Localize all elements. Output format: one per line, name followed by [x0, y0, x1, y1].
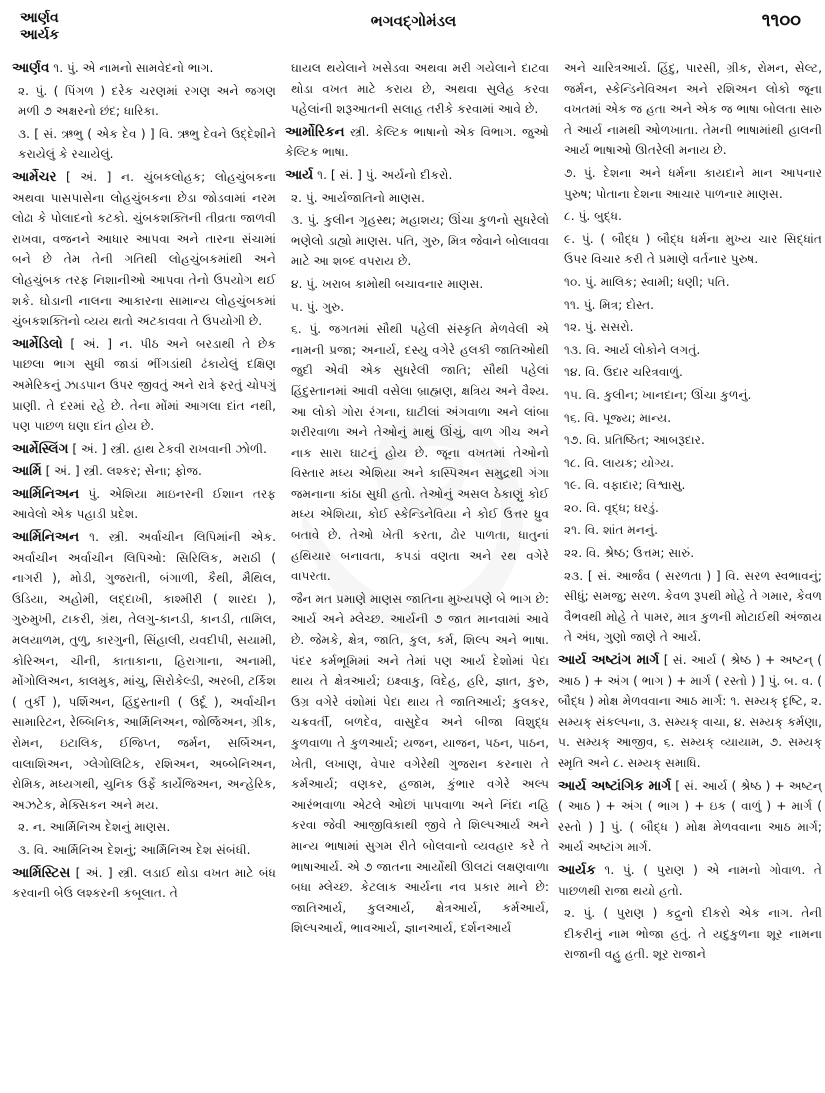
entry-definition: ૧૮. વિ. લાયક; યોગ્ય. [564, 455, 675, 470]
dictionary-entry [12, 461, 276, 482]
column-3 [558, 58, 822, 1087]
entry-headword: આર્મિનિઅન [12, 485, 80, 502]
dictionary-entry [285, 589, 549, 939]
dictionary-entry [558, 543, 822, 564]
entry-headword: આર્મેચર [12, 168, 57, 185]
entry-definition: ૨૦. વિ. વૃદ્ધ; ઘરડું. [564, 500, 659, 515]
entry-headword: આર્ય [285, 166, 314, 183]
entry-definition: ૩. વિ. આર્મિનિઅ દેશનું; આર્મિનિઅ દેશ સંબંધી. [18, 842, 251, 857]
entry-definition: [ અં. ] સ્ત્રી. લશ્કર; સેના; ફોજ. [41, 464, 202, 479]
entry-definition: ૧૪. વિ. ઉદાર ચરિત્રવાળું. [564, 365, 683, 380]
dictionary-entry [558, 340, 822, 361]
entry-headword: આર્ણવ [12, 60, 50, 76]
entry-definition: સ્ત્રી. કેલ્ટિક ભાષાનો એક વિભાગ. જુઓ કેલ્ટિક ભાષા. [285, 124, 549, 160]
entry-definition: ૩. પું. કુલીન ગૃહસ્થ; મહાશય; ઊંચા કુળનો સુધરેલો ભણેલો ડાહ્યો માણસ. પતિ, ગુરુ, મિત્ર જેવાને બોલાવવા માટે આ શબ્દ વપરાય છે. [291, 213, 549, 269]
dictionary-entry [285, 188, 549, 209]
entry-definition: ૨૩. [ સં. આર્જવ ( સરળતા ) ] વિ. સરળ સ્વભાવનું; સીધું; સમજુ; સરળ. કેવળ રૂપથી મોહે તે ગમાર, કેવળ વૈભવથી મોહે તે પામર, માત્ર કુળની મોટાઈથી અંજાય તે અંધ, ગુણો જાણે તે આર્ય. [564, 568, 822, 645]
entry-definition: ૭. પું. દેશના અને ધર્મના કાયદાને માન આપનાર પુરુષ; પોતાના દેશના આચાર પાળનાર માણસ. [564, 165, 822, 201]
running-title: ભગવદ્ગોમંડલ [370, 12, 457, 30]
dictionary-entry [12, 124, 276, 165]
entry-definition: અને ચારિત્રઆર્ય. હિંદુ, પારસી, ગ્રીક, રોમન, સેલ્ટ, જર્મન, સ્કેન્ડિનેવિઅન અને રશિઅન લોકો જૂના વખતમાં એક જ હતા અને એક જ ભાષા બોલતા સારુ તે આર્ય નામથી ઓળખાતા. તેમની ભાષામાંથી હાલની આર્ય ભાષાઓ ઊતરેલી મનાય છે. [564, 61, 822, 158]
entry-definition: જૈન મત પ્રમાણે માણસ જાતિના મુખ્યપણે બે ભાગ છે: આર્ય અને મ્લેચ્છ. આર્યની ૭ જાત માનવામાં આવે છે. જેમકે, ક્ષેત્ર, જાતિ, કુલ, કર્મ, શિલ્પ અને ભાષા. પંદર કર્મભૂમિમાં અને તેમાં પણ આર્ય દેશોમાં પેદા થાય તે ક્ષેત્રઆર્ય; ઇક્ષ્વાકુ, વિદેહ, હરિ, જ્ઞાત, કુરુ, ઉગ્ર વગેરે વંશોમાં પેદા થાય તે જાતિઆર્ય; કુલકર, ચક્રવર્તી, બળદેવ, વાસુદેવ અને બીજા વિશુદ્ધ કુળવાળા તે કુળઆર્ય; યજન, યાજન, પઠન, પાઠન, ખેતી, લખાણ, વેપાર વગેરેથી ગુજરાન કરનારા તે કર્મઆર્ય; વણકર, હજામ, કુંભાર વગેરે અલ્પ આરંભવાળા એટલે ઓછાં પાપવાળા અને નિંદા નહિ કરવા જેવી આજીવિકાથી જીવે તે શિલ્પઆર્ય અને માન્ય ભાષામાં સુગમ રીતે બોલવાનો વ્યવહાર કરે તે ભાષાઆર્ય. એ ૭ જાતના આર્યોથી ઊલટાં લક્ષણવાળા બધા મ્લેચ્છ. કેટલાક આર્યના નવ પ્રકાર માને છે: જાતિઆર્ય, કુલઆર્ય, ક્ષેત્રઆર્ય, કર્મઆર્ય, શિલ્પઆર્ય, ભાવઆર્ય, જ્ઞાનઆર્ય, દર્શનઆર્ય [291, 591, 549, 936]
dictionary-entry [285, 297, 549, 318]
dictionary-entry [12, 81, 276, 122]
entry-definition: ૧૯. વિ. વફાદાર; વિશ્વાસુ. [564, 478, 686, 493]
dictionary-entry [12, 527, 276, 815]
entry-definition: ૧. પું. ( પુરાણ ) એ નામનો ગોવાળ. તે પાછળથી રાજા થયો હતો. [558, 862, 822, 898]
entry-definition: ૧૨. પું. સસરો. [564, 320, 634, 335]
entry-headword: આર્મિસ્ટિસ [12, 864, 71, 881]
dictionary-entry [285, 165, 549, 186]
dictionary-entry [12, 840, 276, 861]
entry-definition: ૧૭. વિ. પ્રતિષ્ઠિત; આબરૂદાર. [564, 433, 705, 448]
dictionary-entry [12, 439, 276, 460]
entry-headword: આર્મેડિલો [12, 335, 63, 352]
dictionary-entry [558, 163, 822, 204]
dictionary-entry [285, 122, 549, 163]
page-header [12, 6, 815, 62]
entry-definition: ૫. પું. ગુરુ. [291, 299, 345, 314]
entry-definition: [ અં. ] સ્ત્રી. હાથ ટેકવી રાખવાની ઝોળી. [68, 441, 267, 456]
entry-headword: આર્મેસ્લિંગ [12, 440, 69, 457]
entry-definition: ૬. પું. જગતમાં સૌથી પહેલી સંસ્કૃતિ મેળવેલી એ નામની પ્રજા; અનાર્ય, દસ્યુ વગેરે હલકી જાતિઓથી જુદી એવી એક સુધરેલી જાતિ; સૌથી પહેલાં હિંદુસ્તાનમાં આવી વસેલા બ્રાહ્મણ, ક્ષત્રિય અને વૈશ્ય. આ લોકો ગોરા રંગના, ઘાટીલાં અંગવાળા અને લાંબા શરીરવાળા અને તેઓનું માથું ઊંચું, વાળ ગીચ અને નાક સારા ઘાટનું હોય છે. જૂના વખતમાં તેઓનો વિસ્તાર મધ્ય એશિયા અને કાસ્પિઅન સમુદ્રથી ગંગા જમનાના કાંઠા સુધી હતો. તેઓનું અસલ ઠેકાણું કોઈ મધ્ય એશિયા, કોઈ સ્કેન્ડિનેવિયા ને કોઈ ઉત્તર ધ્રુવ બતાવે છે. તેઓ ખેતી કરતા, ઢોર પાળતા, ધાતુનાં હથિયાર બનાવતા, કપડાં વણતા અને રથ વગેરે વાપરતા. [291, 322, 549, 584]
dictionary-entry [285, 210, 549, 272]
dictionary-entry [558, 520, 822, 541]
dictionary-entry [558, 272, 822, 293]
entry-definition: ઘાયલ થયેલાને ખસેડવા અથવા મરી ગયેલાને દાટવા થોડા વખત માટે કરાય છે, અથવા સુલેહ કરવા પહેલાંની શરૂઆતની સલાહ તરીકે કરવામાં આવે છે. [291, 61, 549, 117]
dictionary-entry [285, 274, 549, 295]
dictionary-entry [558, 229, 822, 270]
dictionary-entry [12, 167, 276, 332]
dictionary-entry [558, 317, 822, 338]
column-1 [12, 58, 276, 1087]
guide-word-first: આર્ણવ [20, 10, 59, 26]
entry-definition: ૨૨. વિ. શ્રેષ્ઠ; ઉત્તમ; સારું. [564, 546, 695, 561]
dictionary-entry [558, 430, 822, 451]
dictionary-entry [558, 206, 822, 227]
entry-definition: ૩. [ સં. ઋભુ ( એક દેવ ) ] વિ. ઋભુ દેવને ઉદ્દેશીને કરાયેલું કે રચાયેલું. [18, 126, 276, 162]
entry-definition: ૧. [ સં. ] પું. અર્યનો દીકરો. [313, 167, 453, 182]
entry-definition: ૧૦. પું. માલિક; સ્વામી; ધણી; પતિ. [564, 274, 730, 289]
entry-definition: ૧. સ્ત્રી. અર્વાચીન લિપિમાંની એક. અર્વાચીન અર્વાચીન લિપિઓ: સિરિલિક, મરાઠી ( નાગરી ), મોડી, ગુજરાતી, બંગાળી, કૈથી, મૈથિલ, ઉડિયા, અહોમી, લદ્દાખી, કાશ્મીરી ( શારદા ), ગુરુમુખી, ટાકરી, ગ્રંથ, તેલગુ-કાનડી, કાનડી, તામિલ, મલયાળમ, તુળુ, કારગુની, સિંહાલી, યવદીપી, સયામી, કોરિઅન, ચીની, કાતાકાના, હિરાગાના, અનામી, મોંગોલિઅન, કાલમુક, માંચુ, સિરોકેલ્ડી, અરબી, ટર્કિશ ( તુર્કી ), પર્શિઅન, હિંદુસ્તાની ( ઉર્દૂ ), અર્વાચીન સામારિટન, રેબ્બિનિક, આર્મિનિઅન, જોર્જિઅન, ગ્રીક, રોમન, ઇટાલિક, ઈજિપ્ત, જર્મન, સર્બિઅન, વાલાશિઅન, ગ્લેગોલિટિક, રશિઅન, અબ્બેનિઅન, રોમિક, મધ્યગથી, ચુનિક ઉર્ફે કાર્યેજિઅન, અન્હેરિક, અઝટેક, મેક્સિકન અને મય. [12, 530, 276, 812]
dictionary-entry [558, 903, 822, 965]
dictionary-entry [558, 408, 822, 429]
entry-definition: ૪. પું. ખરાબ કામોથી બચાવનાર માણસ. [291, 276, 484, 291]
dictionary-entry [558, 385, 822, 406]
entry-definition: ૧૫. વિ. કુલીન; ખાનદાન; ઊંચા કુળનું. [564, 387, 752, 402]
dictionary-entry [558, 498, 822, 519]
text-columns [12, 58, 822, 1087]
entry-headword: આર્ય અષ્ટાંગ માર્ગ [558, 652, 660, 669]
entry-definition: [ સં. આર્ય ( શ્રેષ્ઠ ) + અષ્ટન્ ( આઠ ) + અંગ ( ભાગ ) + માર્ગ ( રસ્તો ) ] પું. બ. વ. ( બૌદ્ધ ) મોક્ષ મેળવવાના આઠ માર્ગ: ૧. સમ્યક્ દૃષ્ટિ, ૨. સમ્યક્ સંકલ્પના, ૩. સમ્યક્ વાચા, ૪. સમ્યક્ કર્મણા, ૫. સમ્યક્ આજીવ, ૬. સમ્યક્ વ્યાયામ, ૭. સમ્યક્ સ્મૃતિ અને ૮. સમ્યક્ સમાધિ. [558, 653, 822, 770]
entry-definition: [ અં. ] ન. પીઠ અને બરડાથી તે છેક પાછલા ભાગ સુધી જાડાં ભીંગડાંથી ઢંકાયેલું દક્ષિણ અમેરિકનું ઝાડપાન ઉપર જીવતું અને રાત્રે ફરતું ચોપગું પ્રાણી. તે દરમાં રહે છે. તેના મોંમાં આગલા દાંત નથી, પણ પાછળ ઘણા દાંત હોય છે. [12, 336, 276, 434]
dictionary-entry [12, 58, 276, 79]
dictionary-entry [558, 776, 822, 858]
dictionary-entry [558, 475, 822, 496]
dictionary-entry [558, 295, 822, 316]
entry-definition: ૧. પું. એ નામનો સામવેદનો ભાગ. [49, 61, 214, 75]
entry-headword: આર્યક [558, 861, 596, 878]
entry-definition: ૨૧. વિ. શાંત મનનું. [564, 523, 658, 538]
entry-headword: આર્મિનિઅન [12, 529, 80, 546]
entry-definition: પું. એશિયા માઇનરની ઈશાન તરફ આવેલો એક પહાડી પ્રદેશ. [12, 486, 276, 522]
entry-definition: ૨. પું. આર્યજાતિનો માણસ. [291, 190, 425, 205]
page-number: ૧૧૦૦ [761, 10, 801, 31]
entry-definition: ૧૧. પું. મિત્ર; દોસ્ત. [564, 297, 655, 312]
entry-definition: [ સં. આર્ય ( શ્રેષ્ઠ ) + અષ્ટન્ ( આઠ ) + અંગ ( ભાગ ) + ઇક ( વાળું ) + માર્ગ ( રસ્તો ) ] પું. ( બૌદ્ધ ) મોક્ષ મેળવવાના આઠ માર્ગ; આર્ય અષ્ટાંગ માર્ગ. [558, 778, 822, 855]
entry-definition: ૮. પું. બુદ્ધ. [564, 209, 622, 224]
dictionary-entry [558, 860, 822, 901]
dictionary-entry [558, 453, 822, 474]
entry-definition: ૧૩. વિ. આર્ય લોકોને લગતું. [564, 342, 701, 357]
dictionary-entry [285, 319, 549, 587]
entry-definition: ૨. પું. ( પિંગળ ) દરેક ચરણમાં રગણ અને જગણ મળી ૭ અક્ષરનો છંદ; ધારિકા. [18, 83, 276, 119]
entry-definition: ૯. પું. ( બૌદ્ધ ) બૌદ્ધ ધર્મના મુખ્ય ચાર સિદ્ધાંત ઉપર વિચાર કરી તે પ્રમાણે વર્તનાર પુરુષ. [564, 231, 822, 267]
entry-definition: ૧૬. વિ. પૂજ્ય; માન્ય. [564, 410, 672, 425]
dictionary-entry [285, 58, 549, 120]
entry-definition: [ અં. ] સ્ત્રી. લડાઈ થોડા વખત માટે બંધ કરવાની બેઉ લશ્કરની કબૂલાત. તે [12, 865, 276, 901]
dictionary-entry [12, 863, 276, 904]
dictionary-entry [558, 650, 822, 774]
dictionary-entry [12, 817, 276, 838]
entry-headword: આર્ય અષ્ટાંગિક માર્ગ [558, 777, 672, 794]
entry-definition: [ અં. ] ન. ચુંબકલોહક; લોહચુંબકના અથવા પાસપાસેના લોહચુંબકના છેડા જોડવામાં નરમ લોઢા કે પોલાદનો કટકો. ચુંબકશક્તિની તીવ્રતા જાળવી રાખવા, વજનને આધાર આપવા અને તારના સંચામાં બને છે તેમ તેની ગતિથી લોહચુંબકમાંથી અને લોહચુંબક તરફ નિશાનીઓ આપવા તેનો ઉપયોગ થઈ શકે. ઘોડાની નાલના આકારના સામાન્ય લોહચુંબકમાં ચુંબકશક્તિનો વ્યય થતો અટકાવવા તે ઉપયોગી છે. [12, 169, 276, 329]
guide-word-last: આર્યક [20, 27, 60, 43]
entry-headword: આર્મોરિકન [285, 123, 345, 140]
dictionary-entry [12, 334, 276, 437]
dictionary-entry [12, 484, 276, 525]
entry-headword: આર્મિ [12, 463, 42, 480]
entry-definition: ૨. ન. આર્મિનિઅ દેશનું માણસ. [18, 820, 171, 835]
dictionary-entry [558, 566, 822, 648]
entry-definition: ૨. પું. ( પુરાણ ) કદ્રુનો દીકરો એક નાગ. તેની દીકરીનું નામ ભોજા હતું. તે યદુકુળના શૂર નામના રાજાની વહુ હતી. શૂર રાજાને [564, 906, 822, 962]
dictionary-entry [558, 362, 822, 383]
dictionary-entry [558, 58, 822, 161]
column-2 [285, 58, 549, 1087]
